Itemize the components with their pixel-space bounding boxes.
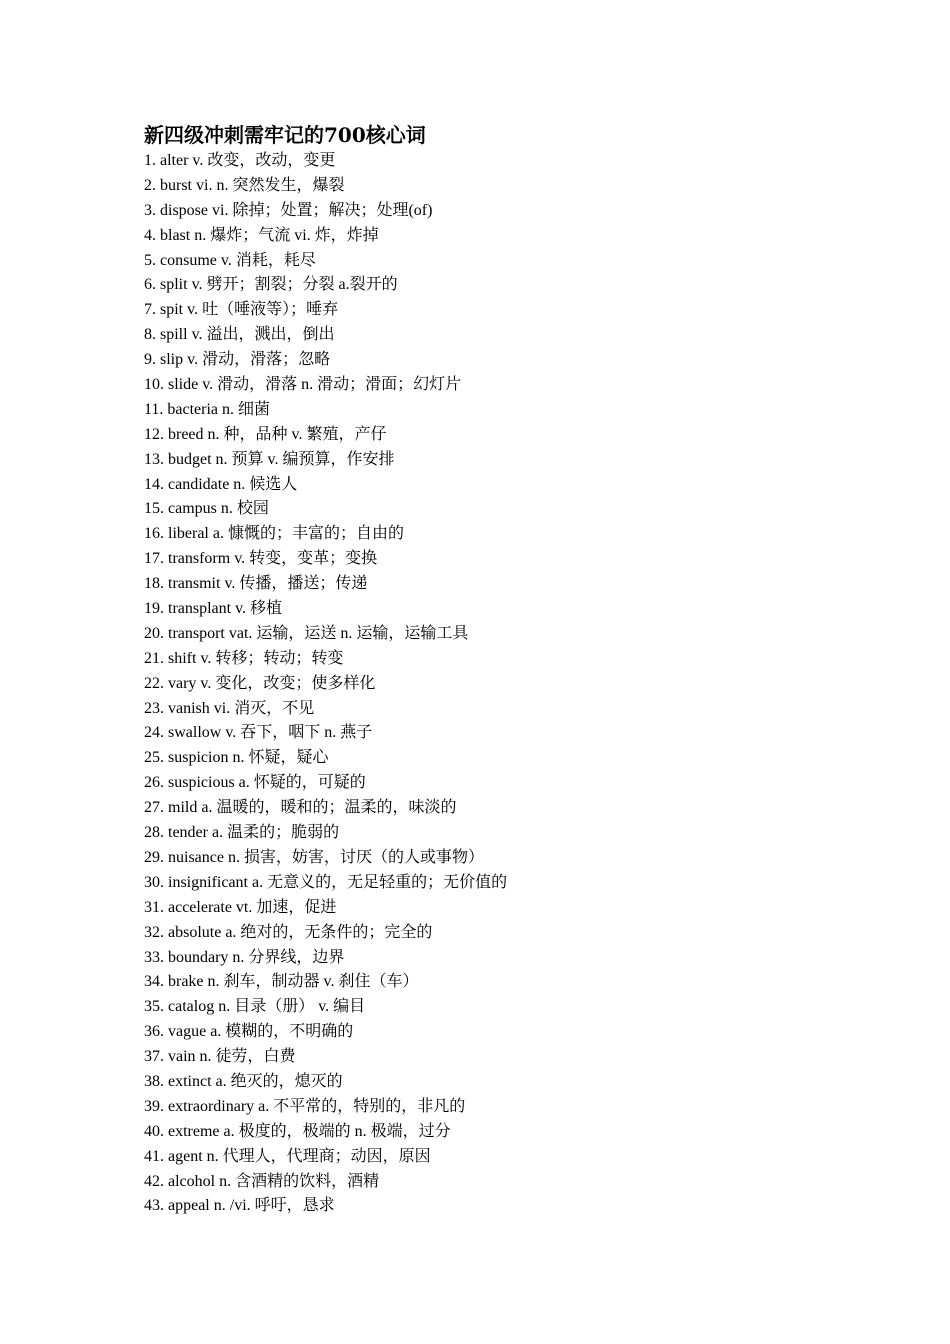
vocabulary-entry: 17. transform v. 转变，变革；变换: [144, 550, 378, 568]
vocabulary-entry: 32. absolute a. 绝对的，无条件的；完全的: [144, 923, 433, 941]
vocabulary-entry: 39. extraordinary a. 不平常的，特别的，非凡的: [144, 1097, 466, 1115]
vocabulary-entry: 10. slide v. 滑动，滑落 n. 滑动；滑面；幻灯片: [144, 376, 462, 394]
vocabulary-entry: 42. alcohol n. 含酒精的饮料，酒精: [144, 1172, 380, 1190]
vocabulary-entry: 7. spit v. 吐（唾液等）；唾弃: [144, 301, 339, 319]
vocabulary-entry: 19. transplant v. 移植: [144, 600, 283, 618]
vocabulary-entry: 30. insignificant a. 无意义的，无足轻重的；无价值的: [144, 873, 508, 891]
vocabulary-entry: 5. consume v. 消耗，耗尽: [144, 251, 316, 269]
vocabulary-entry: 2. burst vi. n. 突然发生，爆裂: [144, 176, 345, 194]
vocabulary-entry: 31. accelerate vt. 加速，促进: [144, 898, 337, 916]
vocabulary-entry: 24. swallow v. 吞下，咽下 n. 燕子: [144, 724, 373, 742]
vocabulary-entry: 15. campus n. 校园: [144, 500, 269, 518]
vocabulary-entry: 22. vary v. 变化，改变；使多样化: [144, 674, 376, 692]
vocabulary-entry: 41. agent n. 代理人，代理商；动因，原因: [144, 1147, 431, 1165]
vocabulary-entry: 29. nuisance n. 损害，妨害，讨厌（的人或事物）: [144, 848, 484, 866]
vocabulary-entry: 40. extreme a. 极度的，极端的 n. 极端，过分: [144, 1122, 451, 1140]
vocabulary-entry: 4. blast n. 爆炸；气流 vi. 炸，炸掉: [144, 226, 379, 244]
vocabulary-entry: 37. vain n. 徒劳，白费: [144, 1048, 296, 1066]
vocabulary-entry: 6. split v. 劈开；割裂；分裂 a.裂开的: [144, 276, 398, 294]
vocabulary-entry: 25. suspicion n. 怀疑，疑心: [144, 749, 329, 767]
vocabulary-entry: 27. mild a. 温暖的，暖和的；温柔的，味淡的: [144, 799, 457, 817]
vocabulary-entry: 33. boundary n. 分界线，边界: [144, 948, 345, 966]
vocabulary-entry: 16. liberal a. 慷慨的；丰富的；自由的: [144, 525, 404, 543]
vocabulary-entry: 14. candidate n. 候选人: [144, 475, 298, 493]
vocabulary-entry: 11. bacteria n. 细菌: [144, 400, 271, 418]
vocabulary-entry: 34. brake n. 刹车，制动器 v. 刹住（车）: [144, 973, 419, 991]
vocabulary-entry: 9. slip v. 滑动，滑落；忽略: [144, 351, 331, 369]
document-title: 新四级冲刺需牢记的700核心词: [144, 123, 426, 147]
vocabulary-entry: 38. extinct a. 绝灭的，熄灭的: [144, 1072, 343, 1090]
vocabulary-entry: 3. dispose vi. 除掉；处置；解决；处理(of): [144, 201, 433, 219]
vocabulary-entry: 26. suspicious a. 怀疑的，可疑的: [144, 774, 366, 792]
vocabulary-entry: 12. breed n. 种，品种 v. 繁殖，产仔: [144, 425, 387, 443]
vocabulary-entry: 8. spill v. 溢出，溅出，倒出: [144, 326, 335, 344]
vocabulary-entry: 43. appeal n. /vi. 呼吁，恳求: [144, 1197, 335, 1215]
vocabulary-entry: 36. vague a. 模糊的，不明确的: [144, 1023, 354, 1041]
vocabulary-list: [144, 149, 844, 1219]
vocabulary-entry: 20. transport vat. 运输，运送 n. 运输，运输工具: [144, 624, 469, 642]
document-content: [144, 121, 844, 1219]
vocabulary-entry: 21. shift v. 转移；转动；转变: [144, 649, 344, 667]
vocabulary-entry: 35. catalog n. 目录（册） v. 编目: [144, 998, 366, 1016]
vocabulary-entry: 28. tender a. 温柔的；脆弱的: [144, 824, 340, 842]
vocabulary-entry: 1. alter v. 改变，改动，变更: [144, 152, 336, 169]
vocabulary-entry: 13. budget n. 预算 v. 编预算，作安排: [144, 450, 395, 468]
vocabulary-entry: 23. vanish vi. 消灭，不见: [144, 699, 315, 717]
vocabulary-entry: 18. transmit v. 传播，播送；传递: [144, 575, 368, 593]
